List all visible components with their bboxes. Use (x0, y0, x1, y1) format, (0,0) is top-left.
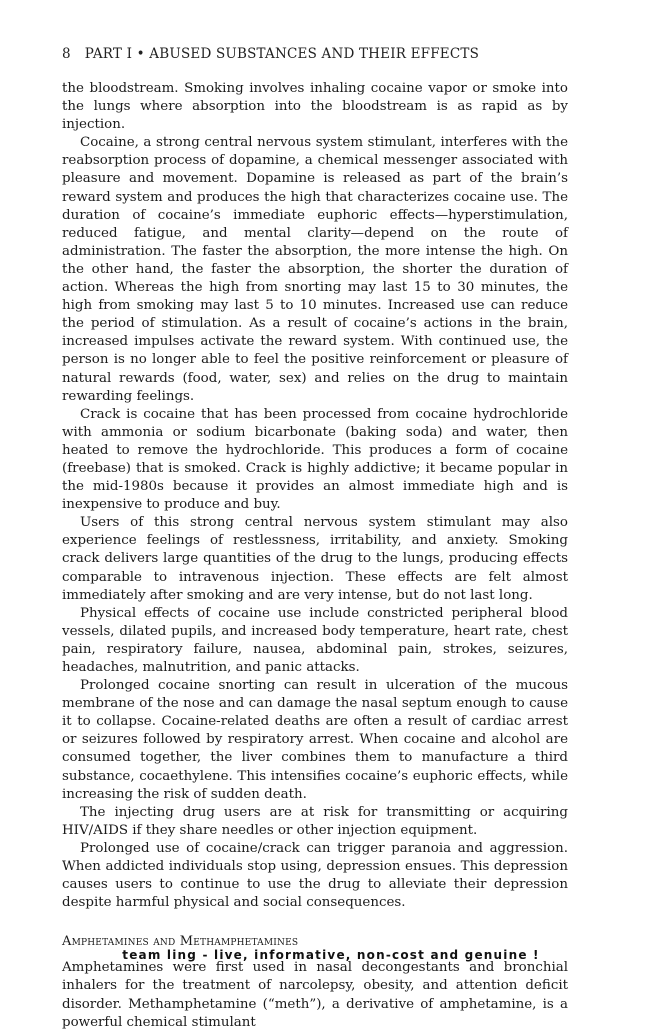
page-content (62, 46, 568, 1032)
paragraph: Prolonged use of cocaine/crack can trigger paranoia and aggression. When addicted individuals stop using, depression ensues. This depression causes users to continue to use the drug to alleviate their depression despite harmful physical and social consequences. (62, 840, 568, 911)
paragraph: Physical effects of cocaine use include constricted peripheral blood vessels, dilated pupils, and increased body temperature, heart rate, chest pain, respiratory failure, nausea, abdominal pain, strokes, seizures, headaches, malnutrition, and panic attacks. (62, 605, 568, 675)
section-heading: Amphetamines and Methamphetamines (62, 934, 299, 950)
running-title: PART I • ABUSED SUBSTANCES AND THEIR EFFECTS (84, 46, 480, 62)
paragraph: Crack is cocaine that has been processed from cocaine hydrochloride with ammonia or sodium bicarbonate (baking soda) and water, then heated to remove the hydrochloride. This produces a form of cocaine (freebase) that is smoked. Crack is highly addictive; it became popular in the mid-1980s because it provides an almost immediate high and is inexpensive to produce and buy. (62, 406, 568, 513)
paragraph: Amphetamines were first used in nasal decongestants and bronchial inhalers for the treatment of narcolepsy, obesity, and attention deficit disorder. Methamphetamine (“meth”), a derivative of amphetamine, is a powerful chemical stimulant (62, 960, 568, 1030)
paragraph: Cocaine, a strong central nervous system stimulant, interferes with the reabsorption process of dopamine, a chemical messenger associated with pleasure and movement. Dopamine is released as part of the brain’s reward system and produces the high that characterizes cocaine use. The duration of cocaine’s immediate euphoric effects—hyperstimulation, reduced fatigue, and mental clarity—depend on the route of administration. The faster the absorption, the more intense the high. On the other hand, the faster the absorption, the shorter the duration of action. Whereas the high from snorting may last 15 to 30 minutes, the high from smoking may last 5 to 10 minutes. Increased use can reduce the period of stimulation. As a result of cocaine’s actions in the brain, increased impulses activate the reward system. With continued use, the person is no longer able to feel the positive reinforcement or pleasure of natural rewards (food, water, sex) and relies on the drug to maintain rewarding feelings. (62, 135, 568, 404)
paragraph: Users of this strong central nervous system stimulant may also experience feelings of restlessness, irritability, and anxiety. Smoking crack delivers large quantities of the drug to the lungs, producing effects comparable to intravenous injection. These effects are felt almost immediately after smoking and are very intense, but do not last long. (62, 515, 568, 603)
page-number: 8 (62, 46, 71, 62)
body-text (62, 80, 568, 1032)
paragraph: Prolonged cocaine snorting can result in ulceration of the mucous membrane of the nose and can damage the nasal septum enough to cause it to collapse. Cocaine-related deaths are often a result of cardiac arrest or seizures followed by respiratory arrest. When cocaine and alcohol are consumed together, the liver combines them to manufacture a third substance, cocaethylene. This intensifies cocaine’s euphoric effects, while increasing the risk of sudden death. (62, 678, 568, 802)
paragraph: The injecting drug users are at risk for transmitting or acquiring HIV/AIDS if they share needles or other injection equipment. (62, 804, 568, 838)
footer-watermark: team ling - live, informative, non-cost and genuine ! (122, 948, 540, 962)
paragraph: the bloodstream. Smoking involves inhaling cocaine vapor or smoke into the lungs where absorption into the bloodstream is as rapid as by injection. (62, 81, 568, 133)
running-header (62, 46, 568, 62)
